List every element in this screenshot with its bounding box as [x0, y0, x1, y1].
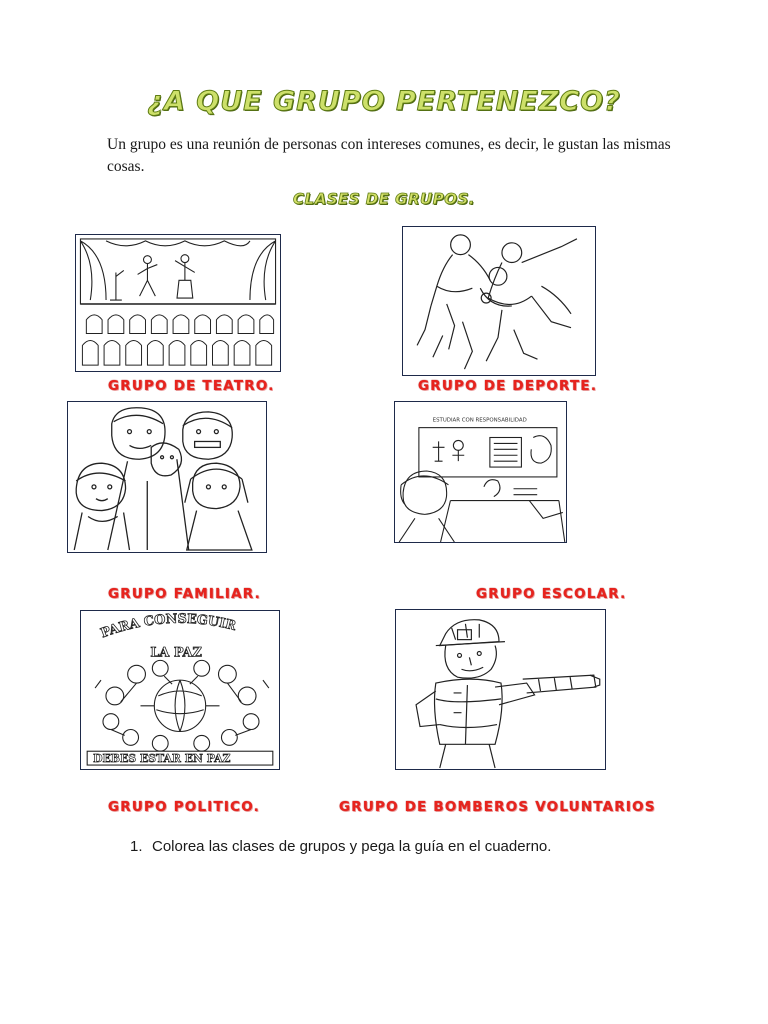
caption-deporte: GRUPO DE DEPORTE. [418, 378, 598, 394]
instruction-number: 1. [130, 838, 143, 855]
caption-escolar: GRUPO ESCOLAR. [476, 586, 627, 602]
caption-politico: GRUPO POLITICO. [108, 799, 260, 815]
family-illustration [67, 401, 267, 553]
sports-illustration [402, 226, 596, 376]
theater-illustration [75, 234, 281, 372]
instruction-text: Colorea las clases de grupos y pega la guía en el cuaderno. [152, 838, 552, 855]
section-subtitle: CLASES DE GRUPOS. [293, 190, 475, 208]
caption-bomberos: GRUPO DE BOMBEROS VOLUNTARIOS [339, 799, 656, 815]
peace-illustration [80, 610, 280, 770]
peace-top-text: PARA CONSEGUIR [98, 611, 238, 642]
caption-familiar: GRUPO FAMILIAR. [108, 586, 261, 602]
peace-top-text-2: LA PAZ [150, 645, 202, 661]
intro-paragraph: Un grupo es una reunión de personas con intereses comunes, es decir, le gustan las mismas cosas. [107, 136, 671, 175]
school-board-text: ESTUDIAR CON RESPONSABILIDAD [432, 417, 527, 424]
instruction-item [130, 838, 551, 855]
firefighter-illustration [395, 609, 606, 770]
caption-teatro: GRUPO DE TEATRO. [108, 378, 275, 394]
school-illustration [394, 401, 567, 543]
page-title: ¿A QUE GRUPO PERTENEZCO? [147, 86, 621, 117]
peace-bottom-text: DEBES ESTAR EN PAZ [93, 752, 231, 766]
